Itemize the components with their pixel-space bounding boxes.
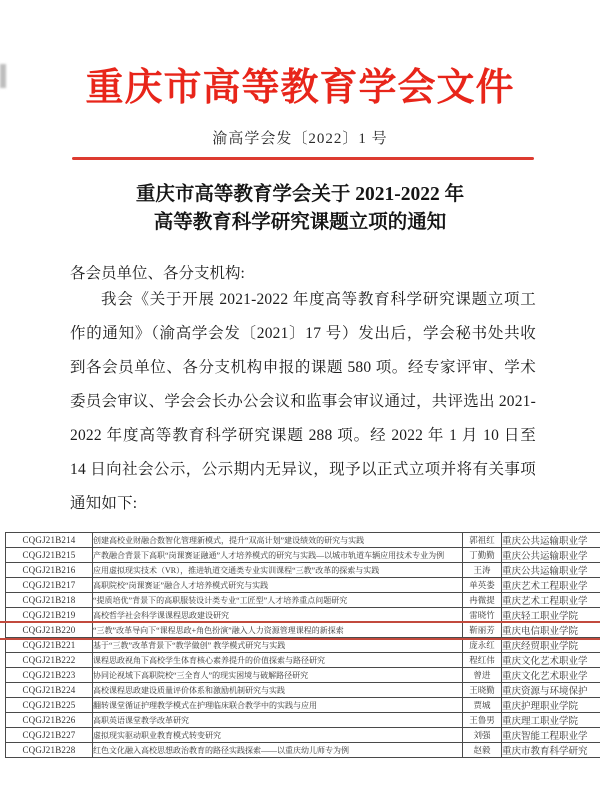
- notice-title: [0, 181, 600, 237]
- project-code: CQGJ21B218: [6, 593, 93, 608]
- institution-name: 重庆文化艺术职业学: [502, 668, 600, 683]
- institution-name: 重庆公共运输职业学: [502, 563, 600, 578]
- institution-name: 重庆护理职业学院: [502, 698, 600, 713]
- project-title: 高校课程思政建设质量评价体系和激励机制研究与实践: [93, 683, 463, 698]
- project-code: CQGJ21B225: [6, 698, 93, 713]
- header-red-rule: [72, 157, 534, 160]
- leader-name: 庞永红: [463, 638, 502, 653]
- document-number: 渝高学会发〔2022〕1 号: [212, 131, 388, 147]
- project-title: 课程思政视角下高校学生体育核心素养提升的价值探索与路径研究: [93, 653, 463, 668]
- institution-name: 重庆轻工职业学院: [502, 608, 600, 623]
- table-row: [6, 563, 600, 578]
- table-row: [6, 533, 600, 548]
- institution-name: 重庆艺术工程职业学: [502, 593, 600, 608]
- salutation: 各会员单位、各分支机构:: [70, 265, 245, 282]
- table-row: [6, 623, 600, 638]
- project-title: 应用虚拟现实技术（VR），推进轨道交通类专业实训课程“三教”改革的探索与实践: [93, 563, 463, 578]
- notice-title-line1: 重庆市高等教育学会关于 2021-2022 年: [135, 184, 465, 205]
- leader-name: 贾城: [463, 698, 502, 713]
- institution-name: 重庆市教育科学研究: [502, 743, 600, 758]
- leader-name: 郭祖红: [463, 533, 502, 548]
- project-title: 红色文化融入高校思想政治教育的路径实践探索——以重庆幼儿师专为例: [93, 743, 463, 758]
- leader-name: 丁勤勤: [463, 548, 502, 563]
- project-title: 高校哲学社会科学课课程思政建设研究: [93, 608, 463, 623]
- project-code: CQGJ21B228: [6, 743, 93, 758]
- projects-table-body: [6, 533, 600, 758]
- institution-name: 重庆资源与环境保护: [502, 683, 600, 698]
- project-title: 翻转课堂循证护理教学模式在护理临床联合教学中的实践与应用: [93, 698, 463, 713]
- projects-table: [5, 532, 600, 758]
- project-code: CQGJ21B224: [6, 683, 93, 698]
- leader-name: 曾进: [463, 668, 502, 683]
- project-code: CQGJ21B219: [6, 608, 93, 623]
- institution-name: 重庆文化艺术职业学: [502, 653, 600, 668]
- table-row: [6, 578, 600, 593]
- project-code: CQGJ21B223: [6, 668, 93, 683]
- leader-name: 王涛: [463, 563, 502, 578]
- project-title: 产教融合背景下高职“岗课赛证融通”人才培养模式的研究与实践—以城市轨道车辆应用技术专业为例: [93, 548, 463, 563]
- table-row: [6, 593, 600, 608]
- leader-name: 靳丽芳: [463, 623, 502, 638]
- project-title: 创建高校业财融合数智化管理新模式，提升“双高计划”建设绩效的研究与实践: [93, 533, 463, 548]
- table-row: [6, 713, 600, 728]
- project-code: CQGJ21B226: [6, 713, 93, 728]
- institution-name: 重庆经贸职业学院: [502, 638, 600, 653]
- project-title: 高职英语课堂教学改革研究: [93, 713, 463, 728]
- leader-name: 刘强: [463, 728, 502, 743]
- table-row: [6, 728, 600, 743]
- institution-name: 重庆理工职业学院: [502, 713, 600, 728]
- leader-name: 王鲁男: [463, 713, 502, 728]
- leader-name: 单英娄: [463, 578, 502, 593]
- project-title: 基于“三教”改革背景下“教学做创” 教学模式研究与实践: [93, 638, 463, 653]
- institution-name: 重庆公共运输职业学: [502, 548, 600, 563]
- table-row: [6, 638, 600, 653]
- table-row: [6, 653, 600, 668]
- leader-name: 雷晓竹: [463, 608, 502, 623]
- notice-title-line2: 高等教育科学研究课题立项的通知: [153, 212, 447, 233]
- table-row: [6, 698, 600, 713]
- institution-name: 重庆艺术工程职业学: [502, 578, 600, 593]
- institution-name: 重庆公共运输职业学: [502, 533, 600, 548]
- project-title: “三教”改革导向下“课程思政+角色扮演”融入人力资源管理课程的新探索: [93, 623, 463, 638]
- project-title: 高职院校“岗课赛证”融合人才培养模式研究与实践: [93, 578, 463, 593]
- project-code: CQGJ21B216: [6, 563, 93, 578]
- institution-name: 重庆智能工程职业学: [502, 728, 600, 743]
- table-row: [6, 668, 600, 683]
- table-row: [6, 743, 600, 758]
- project-code: CQGJ21B227: [6, 728, 93, 743]
- document-header-title: 重庆市高等教育学会文件: [85, 67, 515, 109]
- project-title: 协同论视域下高职院校“三全育人”的现实困境与破解路径研究: [93, 668, 463, 683]
- leader-name: 程红伟: [463, 653, 502, 668]
- body-paragraph: 我会《关于开展 2021-2022 年度高等教育科学研究课题立项工作的通知》（渝高学会发〔2021〕17 号）发出后，学会秘书处共收到各会员单位、各分支机构申报的课题 580 项。经专家评审、学术委员会审议、学会会长办公会议和监事会审议通过，共评选出 2021-2022 年度高等教育科学研究课题 288 项。经 2022 年 1 月 10 日至 14 日向社会公示，公示期内无异议，现予以正式立项并将有关事项通知如下:: [70, 291, 536, 512]
- project-code: CQGJ21B221: [6, 638, 93, 653]
- project-code: CQGJ21B220: [6, 623, 93, 638]
- project-code: CQGJ21B217: [6, 578, 93, 593]
- project-title: “提质培优”背景下的高职服装设计类专业“工匠型”人才培养重点问题研究: [93, 593, 463, 608]
- institution-name: 重庆电信职业学院: [502, 623, 600, 638]
- project-title: 虚拟现实驱动职业教育模式转变研究: [93, 728, 463, 743]
- table-row: [6, 608, 600, 623]
- project-code: CQGJ21B222: [6, 653, 93, 668]
- leader-name: 赵毅: [463, 743, 502, 758]
- table-row: [6, 683, 600, 698]
- project-code: CQGJ21B214: [6, 533, 93, 548]
- leader-name: 王晓勤: [463, 683, 502, 698]
- leader-name: 冉微提: [463, 593, 502, 608]
- project-code: CQGJ21B215: [6, 548, 93, 563]
- table-row: [6, 548, 600, 563]
